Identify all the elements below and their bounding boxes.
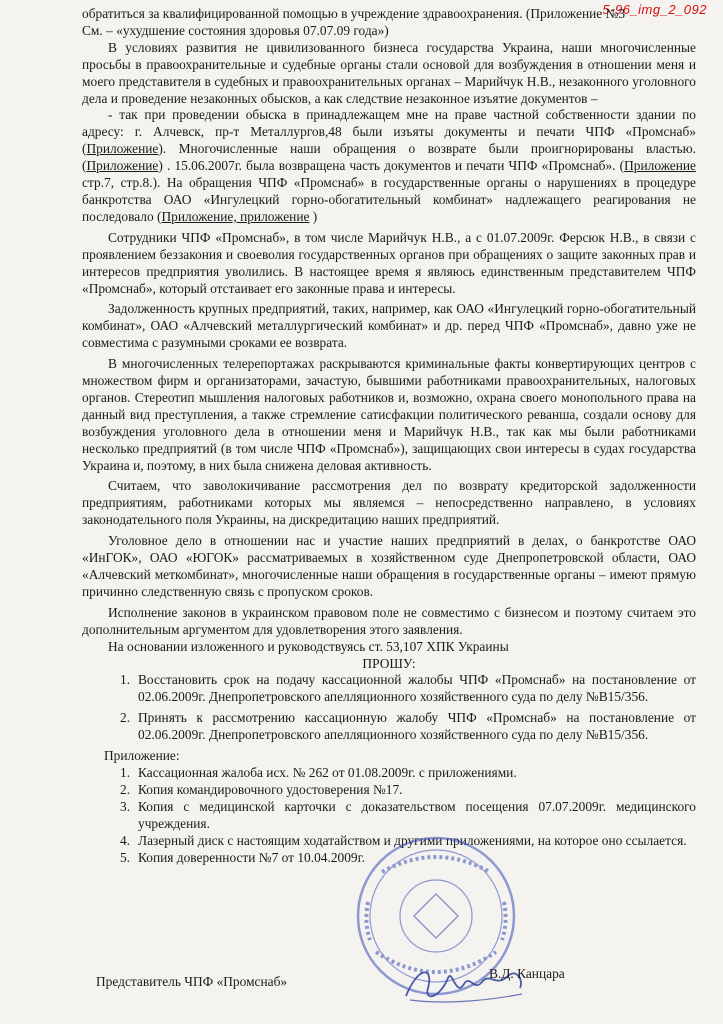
p2-text-c: ) . 15.06.2007г. была возвращена часть документов и печати ЧПФ «Промснаб». (	[158, 158, 625, 174]
paragraph-4: Задолженность крупных предприятий, таких, например, как ОАО «Ингулецкий горно-обогатительный комбинат», ОАО «Алчевский металлургический комбинат» и др. перед ЧПФ «Промснаб», давно уже не совместима с разумными сроками ее возврата.	[82, 301, 696, 351]
p2-text-b: ). Многочисленные наши обращения о возврате были проигнорированы властью. (	[82, 141, 696, 174]
top-line-2: См. – «ухудшение состояния здоровья 07.07.09 года»)	[82, 22, 389, 38]
signature-block	[96, 966, 596, 990]
list-item: 1. Восстановить срок на подачу кассационной жалобы ЧПФ «Промснаб» на постановление от 02.06.2009г. Днепропетровского апелляционного хозяйственного суда по делу №В15/356.	[120, 672, 696, 705]
attachment-reference: Приложение	[86, 141, 159, 157]
list-item: 3. Копия с медицинской карточки с доказательством посещения 07.07.2009г. медицинского учреждения.	[120, 798, 696, 831]
request-list	[82, 672, 696, 744]
attachment-reference: Приложение, приложение	[161, 208, 310, 224]
paragraph-5: В многочисленных телерепортажах раскрываются криминальные факты конвертирующих центров с множеством фирм и организаторами, зачастую, бывшими работниками правоохранительных, налоговых органов. Стереотип мышления налоговых работников и, возможно, охрана своего монопольного права на данный вид преступления, а также стремление сатисфакции политического реванша, создали основу для возбуждения уголовного дела в отношении меня и Марийчук Н.В., так как мы были работниками несколько предприятий (в том числе ЧПФ «Промснаб»), защищающих свои интересы в судах государства Украина и, поэтому, в них была снижена деловая активность.	[82, 356, 696, 473]
paragraph-7: Уголовное дело в отношении нас и участие наших предприятий в делах, о банкротстве ОАО «ИнГОК», ОАО «ЮГОК» рассматриваемых в хозяйственном суде Днепропетровской области, ОАО «Алчевский меткомбинат», многочисленные наши обращения в государственные органы – имеют прямую причинно следственную связь с пропуском сроков.	[82, 533, 696, 599]
signer-name: В.Д. Канцара	[489, 966, 565, 981]
list-item: 4. Лазерный диск с настоящим ходатайством и другими приложениями, на которое оно ссылается.	[120, 832, 687, 848]
paragraph-1: В условиях развития не цивилизованного бизнеса государства Украина, наши многочисленные просьбы в правоохранительные и судебные органы стали основой для возбуждения в отношении меня и моего представителя в судебных и правоохранительных органах – Марийчук Н.В., незаконного уголовного дела и проведение незаконных обысков, а как следствие незаконное изъятие документов –	[82, 39, 696, 106]
p2-text-a: - так при проведении обыска в принадлежащем мне на праве частной собственности здании по адресу: г. Алчевск, пр-т Металлургов,48 были изъяты документы и печати ЧПФ «Промснаб» (	[82, 107, 696, 157]
paragraph-8: Исполнение законов в украинском правовом поле не совместимо с бизнесом и поэтому считаем это дополнительным аргументом для удовлетворения этого заявления.	[82, 604, 696, 637]
p2-text-e: )	[309, 208, 318, 224]
list-item: 2. Копия командировочного удостоверения №17.	[120, 781, 403, 797]
paragraph-9: На основании изложенного и руководствуясь ст. 53,107 ХПК Украины	[108, 638, 509, 654]
attachments-heading: Приложение:	[104, 748, 180, 764]
document-body	[82, 6, 696, 866]
top-line: обратиться за квалифицированной помощью в учреждение здравоохранения. (Приложение №3	[82, 6, 626, 21]
paragraph-6: Считаем, что заволокичивание рассмотрения дел по возврату кредиторской задолженности предприятиям, работниками которых мы являемся – непосредственно направлено, в условиях законодательного поля Украины, на дискредитацию наших предприятий.	[82, 478, 696, 528]
paragraph-2	[82, 107, 696, 225]
image-id-watermark: 5-96_img_2_092	[602, 2, 707, 17]
list-item: 2. Принять к рассмотрению кассационную жалобу ЧПФ «Промснаб» на постановление от 02.06.2009г. Днепропетровского апелляционного хозяйственного суда по делу №В15/356.	[120, 710, 696, 743]
signer-role: Представитель ЧПФ «Промснаб»	[96, 974, 288, 989]
list-item: 5. Копия доверенности №7 от 10.04.2009г.	[120, 849, 365, 865]
list-item: 1. Кассационная жалоба исх. № 262 от 01.08.2009г. с приложениями.	[120, 764, 517, 780]
p2-text-d: стр.7, стр.8.). На обращения ЧПФ «Промснаб» в государственные органы о нарушениях в процедуре банкротства ОАО «Ингулецкий горно-обогатительный комбинат» надлежащего реагирования не последовало (	[82, 175, 696, 224]
attachment-reference: Приложение	[624, 158, 696, 174]
attachment-reference: Приложение	[86, 158, 159, 174]
request-heading: ПРОШУ:	[362, 655, 416, 671]
paragraph-3: Сотрудники ЧПФ «Промснаб», в том числе Марийчук Н.В., а с 01.07.2009г. Ферсюк Н.В., в связи с проявлением беззакония и своеволия государственных органов при обращениях о защите законных прав и интересов предприятия уволились. В настоящее время я являюсь единственным представителем ЧПФ «Промснаб», который отстаивает его законные права и интересы.	[82, 229, 696, 296]
